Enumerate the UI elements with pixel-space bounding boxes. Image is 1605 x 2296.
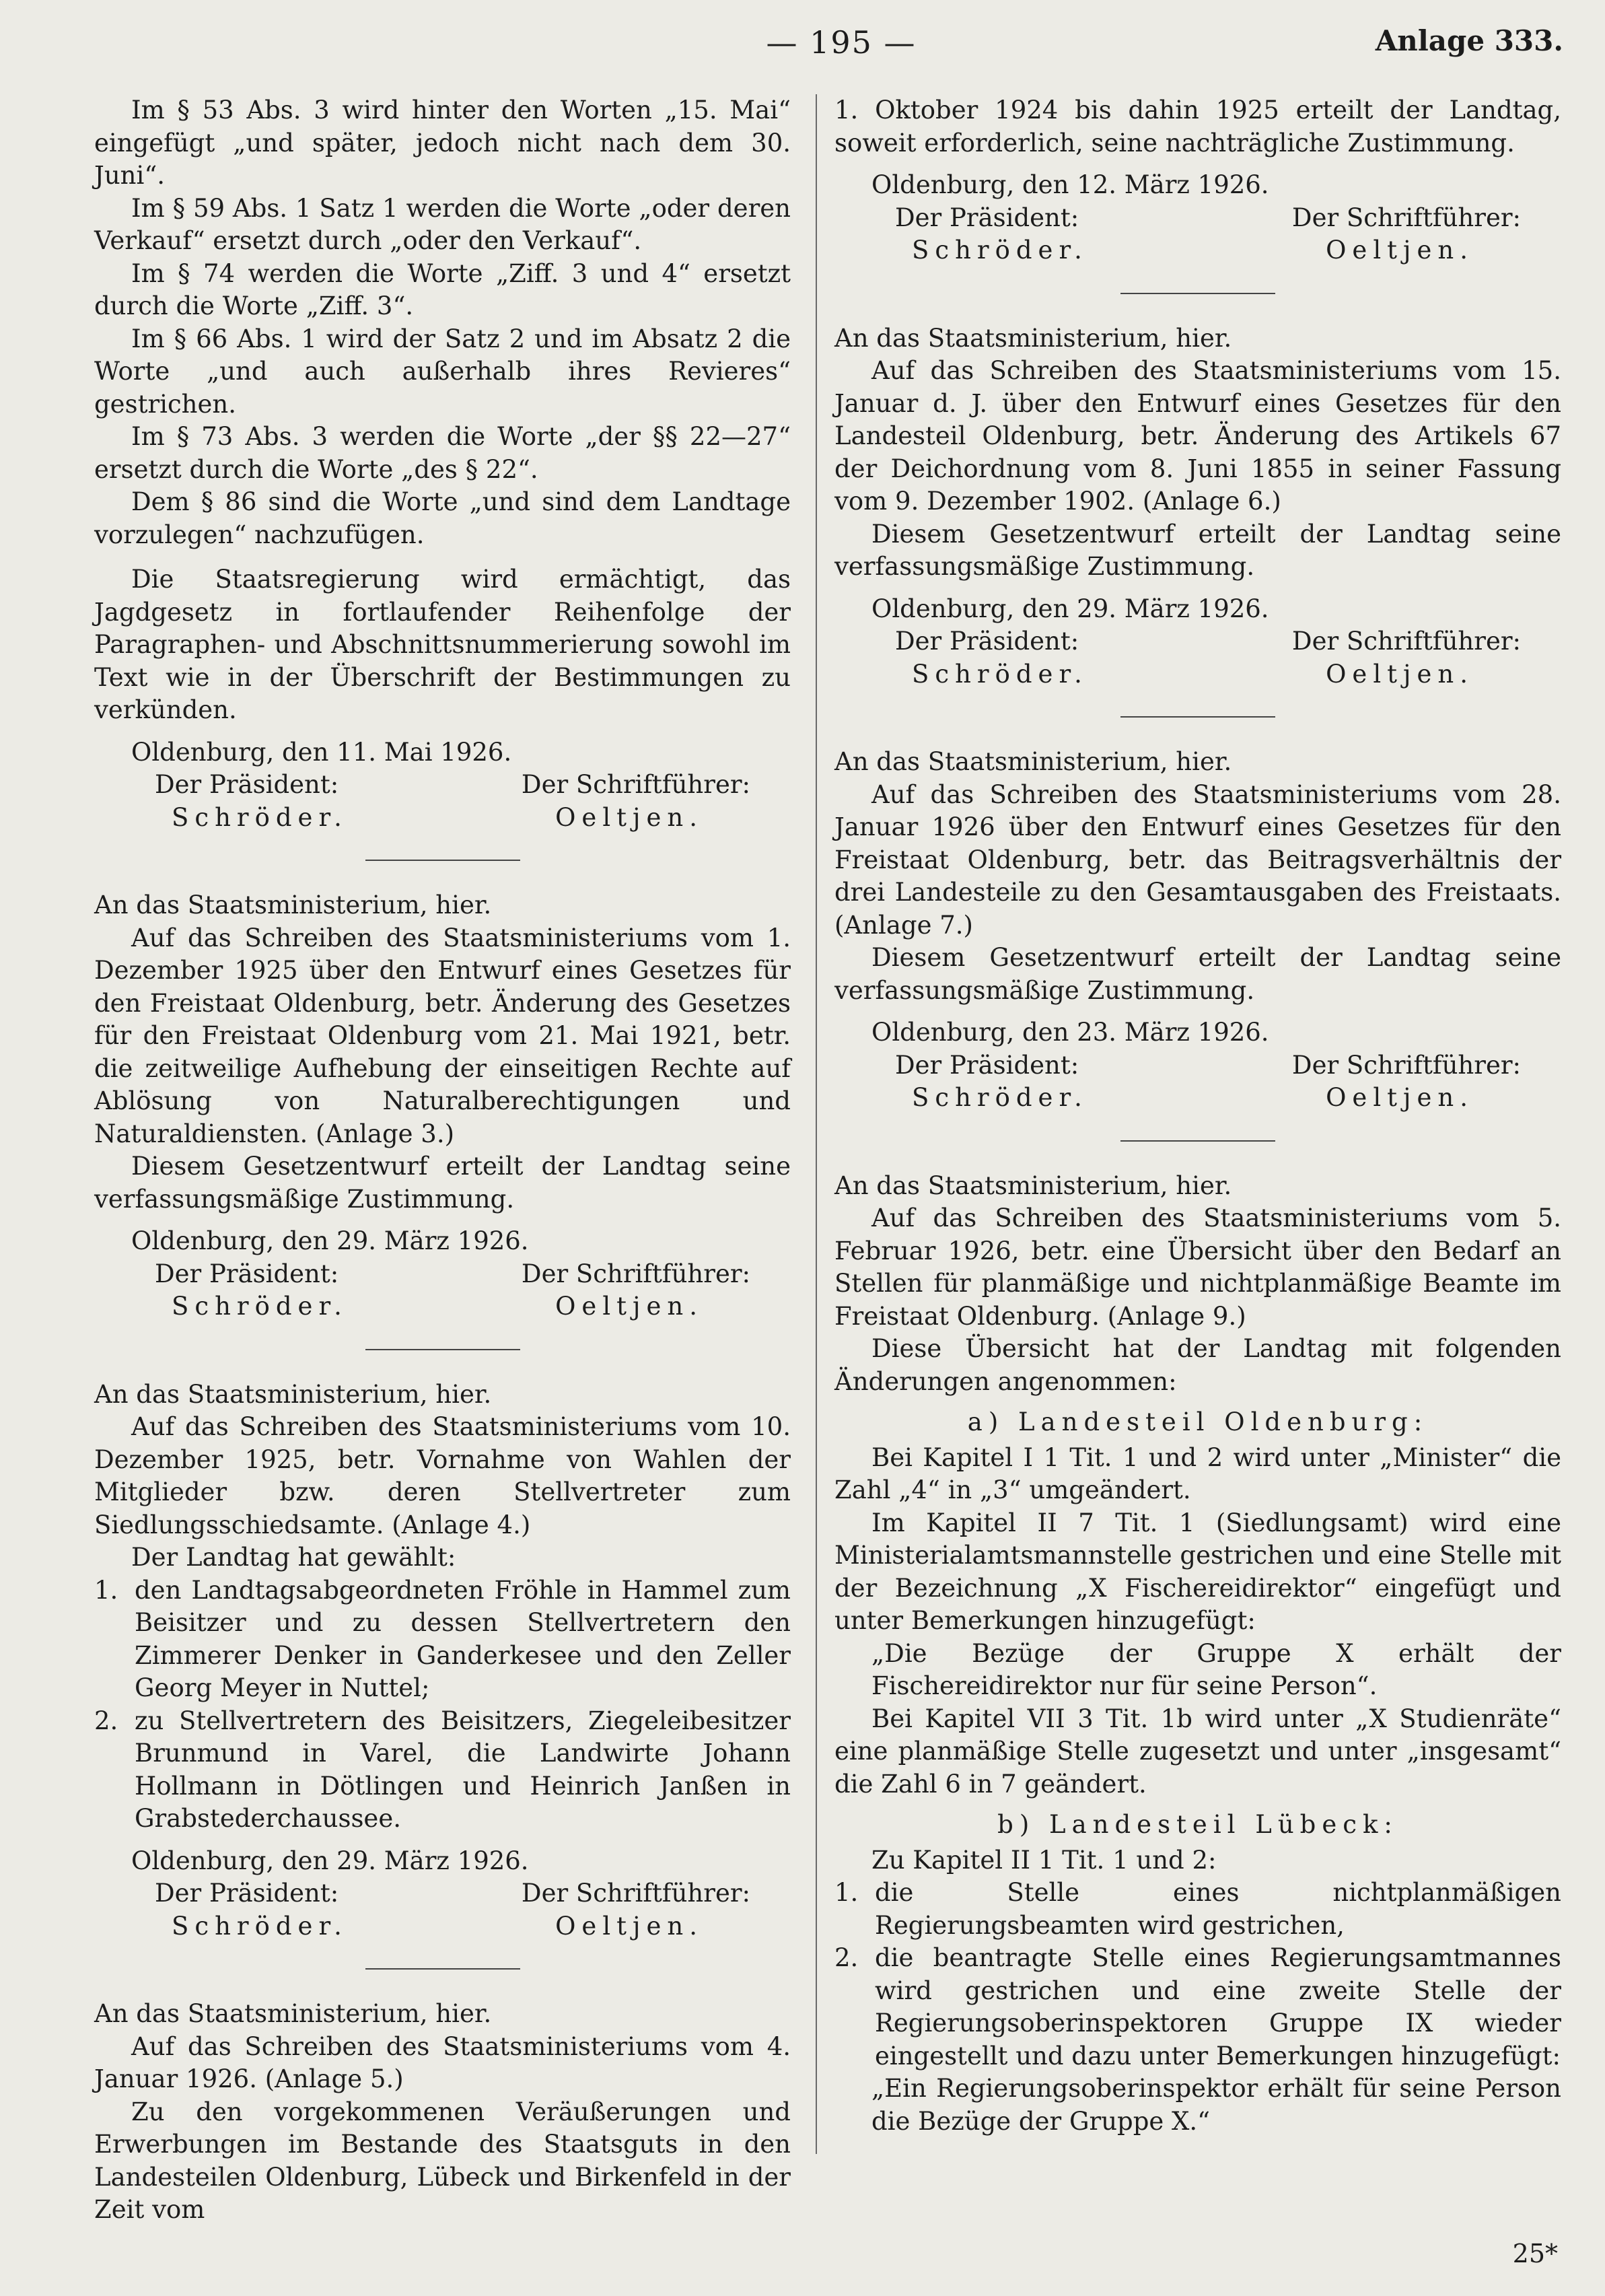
signature-names bbox=[834, 658, 1561, 691]
date-line: Oldenburg, den 11. Mai 1926. bbox=[131, 737, 512, 767]
addressee: An das Staatsministerium, hier. bbox=[94, 1379, 492, 1409]
list-text: den Landtagsabgeordneten Fröhle in Hammel zum Beisitzer und zu dessen Stellvertretern den Zimmerer Denker in Ganderkesee und den Zeller Georg Meyer in Nuttel; bbox=[135, 1575, 791, 1702]
list-item bbox=[834, 1942, 1561, 2073]
date-line: Oldenburg, den 23. März 1926. bbox=[871, 1018, 1269, 1047]
signature-labels bbox=[834, 625, 1561, 658]
quotation: „Die Bezüge der Gruppe X erhält der Fischereidirektor nur für seine Person“. bbox=[871, 1638, 1561, 1700]
paragraph: Diese Übersicht hat der Landtag mit folgenden Änderungen angenommen: bbox=[834, 1334, 1561, 1396]
president-name: Schröder. bbox=[172, 1292, 348, 1321]
president-name: Schröder. bbox=[912, 659, 1088, 689]
quotation: „Ein Regierungsoberinspektor erhält für seine Person die Bezüge der Gruppe X.“ bbox=[871, 2074, 1561, 2136]
signature-names bbox=[94, 1910, 791, 1943]
subsection-heading: a) Landesteil Oldenburg: bbox=[967, 1407, 1429, 1436]
list-item bbox=[94, 1574, 791, 1705]
president-name: Schröder. bbox=[172, 1911, 348, 1941]
page-number: — 195 — bbox=[766, 24, 917, 61]
section-rule bbox=[1120, 716, 1275, 718]
section-rule bbox=[365, 1349, 520, 1350]
secretary-label: Der Schriftführer: bbox=[1291, 627, 1521, 656]
president-label: Der Präsident: bbox=[895, 1050, 1079, 1080]
secretary-label: Der Schriftführer: bbox=[521, 1259, 750, 1288]
column-divider bbox=[816, 94, 817, 2154]
president-label: Der Präsident: bbox=[155, 1879, 339, 1908]
president-label: Der Präsident: bbox=[155, 770, 339, 799]
president-label: Der Präsident: bbox=[155, 1259, 339, 1288]
list-text: die Stelle eines nichtplanmäßigen Regierungsbeamten wird gestrichen, bbox=[875, 1878, 1561, 1940]
anlage-label: Anlage 333. bbox=[1375, 24, 1563, 57]
list-number: 2. bbox=[94, 1706, 118, 1735]
paragraph: Diesem Gesetzentwurf erteilt der Landtag seine verfassungsmäßige Zustimmung. bbox=[834, 519, 1561, 581]
date-line: Oldenburg, den 29. März 1926. bbox=[131, 1846, 529, 1875]
right-column bbox=[834, 94, 1561, 2138]
section-rule bbox=[1120, 293, 1275, 294]
addressee: An das Staatsministerium, hier. bbox=[94, 1999, 492, 2028]
signature-labels bbox=[94, 769, 791, 802]
paragraph: Im § 66 Abs. 1 wird der Satz 2 und im Absatz 2 die Worte „und auch außerhalb ihres Revieres“ gestrichen. bbox=[94, 324, 791, 419]
paragraph: Bei Kapitel I 1 Tit. 1 und 2 wird unter „Minister“ die Zahl „4“ in „3“ umgeändert. bbox=[834, 1442, 1561, 1504]
section-rule bbox=[1120, 1140, 1275, 1142]
signature-labels bbox=[834, 1049, 1561, 1082]
signature-names bbox=[834, 234, 1561, 267]
list-item bbox=[94, 1705, 791, 1836]
section-rule bbox=[365, 1968, 520, 1970]
secretary-name: Oeltjen. bbox=[1326, 236, 1474, 265]
paragraph: Im § 59 Abs. 1 Satz 1 werden die Worte „oder deren Verkauf“ ersetzt durch „oder den Verkauf“. bbox=[94, 193, 791, 255]
paragraph: Auf das Schreiben des Staatsministeriums vom 10. Dezember 1925, betr. Vornahme von Wahlen der Mitglieder bzw. deren Stellvertreter zum Siedlungsschiedsamte. (Anlage 4.) bbox=[94, 1412, 791, 1539]
list-item bbox=[834, 1877, 1561, 1942]
paragraph: Im § 74 werden die Worte „Ziff. 3 und 4“ ersetzt durch die Worte „Ziff. 3“. bbox=[94, 258, 791, 320]
date-line: Oldenburg, den 29. März 1926. bbox=[131, 1226, 529, 1255]
secretary-label: Der Schriftführer: bbox=[1291, 1050, 1521, 1080]
addressee: An das Staatsministerium, hier. bbox=[834, 323, 1232, 353]
list-text: die beantragte Stelle eines Regierungsamtmannes wird gestrichen und eine zweite Stelle der Regierungsoberinspektoren Gruppe IX wieder eingestellt und dazu unter Bemerkungen hinzugefügt: bbox=[875, 1943, 1561, 2071]
secretary-label: Der Schriftführer: bbox=[521, 770, 750, 799]
signature-names bbox=[834, 1082, 1561, 1115]
list-text: zu Stellvertretern des Beisitzers, Ziegeleibesitzer Brunmund in Varel, die Landwirte Johann Hollmann in Dötlingen und Heinrich Janßen in Grabstederchaussee. bbox=[135, 1706, 791, 1833]
president-label: Der Präsident: bbox=[895, 203, 1079, 232]
signature-labels bbox=[834, 202, 1561, 235]
subsection-heading: b) Landesteil Lübeck: bbox=[997, 1810, 1398, 1839]
signature-labels bbox=[94, 1258, 791, 1291]
secretary-label: Der Schriftführer: bbox=[1291, 203, 1521, 232]
signature-labels bbox=[94, 1877, 791, 1910]
paragraph: Der Landtag hat gewählt: bbox=[131, 1543, 456, 1572]
secretary-name: Oeltjen. bbox=[1326, 1083, 1474, 1112]
addressee: An das Staatsministerium, hier. bbox=[834, 1171, 1232, 1200]
secretary-name: Oeltjen. bbox=[555, 1911, 703, 1941]
paragraph: Diesem Gesetzentwurf erteilt der Landtag seine verfassungsmäßige Zustimmung. bbox=[94, 1152, 791, 1214]
signature-mark: 25* bbox=[1512, 2239, 1558, 2268]
paragraph: Im Kapitel II 7 Tit. 1 (Siedlungsamt) wird eine Ministerialamtsmannstelle gestrichen und eine Stelle mit der Bezeichnung „X Fischereidirektor“ eingefügt und unter Bemerkungen hinzugefügt: bbox=[834, 1508, 1561, 1635]
paragraph: 1. Oktober 1924 bis dahin 1925 erteilt der Landtag, soweit erforderlich, seine nachträgliche Zustimmung. bbox=[834, 96, 1561, 158]
date-line: Oldenburg, den 29. März 1926. bbox=[871, 594, 1269, 623]
date-line: Oldenburg, den 12. März 1926. bbox=[871, 170, 1269, 199]
signature-names bbox=[94, 802, 791, 835]
president-name: Schröder. bbox=[912, 236, 1088, 265]
list-number: 1. bbox=[94, 1575, 118, 1605]
paragraph: Auf das Schreiben des Staatsministeriums vom 1. Dezember 1925 über den Entwurf eines Gesetzes für den Freistaat Oldenburg, betr. Änderung des Gesetzes für den Freistaat Oldenburg vom 21. Mai 1921, betr. die zeitweilige Aufhebung der einseitigen Rechte auf Ablösung von Naturalberechtigungen und Naturaldiensten. (Anlage 3.) bbox=[94, 923, 791, 1148]
secretary-label: Der Schriftführer: bbox=[521, 1879, 750, 1908]
president-label: Der Präsident: bbox=[895, 627, 1079, 656]
paragraph: Im § 53 Abs. 3 wird hinter den Worten „15. Mai“ eingefügt „und später, jedoch nicht nach dem 30. Juni“. bbox=[94, 96, 791, 190]
paragraph: Dem § 86 sind die Worte „und sind dem Landtage vorzulegen“ nachzufügen. bbox=[94, 487, 791, 549]
paragraph: Auf das Schreiben des Staatsministeriums vom 28. Januar 1926 über den Entwurf eines Gesetzes für den Freistaat Oldenburg, betr. das Beitragsverhältnis der drei Landesteile zu den Gesamtausgaben des Freistaats. (Anlage 7.) bbox=[834, 779, 1561, 940]
paragraph: Diesem Gesetzentwurf erteilt der Landtag seine verfassungsmäßige Zustimmung. bbox=[834, 943, 1561, 1005]
addressee: An das Staatsministerium, hier. bbox=[834, 747, 1232, 776]
signature-names bbox=[94, 1290, 791, 1323]
president-name: Schröder. bbox=[912, 1083, 1088, 1112]
paragraph: Auf das Schreiben des Staatsministeriums vom 5. Februar 1926, betr. eine Übersicht über den Bedarf an Stellen für planmäßige und nichtplanmäßige Beamte im Freistaat Oldenburg. (Anlage 9.) bbox=[834, 1204, 1561, 1331]
president-name: Schröder. bbox=[172, 802, 348, 832]
paragraph: Auf das Schreiben des Staatsministeriums vom 15. Januar d. J. über den Entwurf eines Gesetzes für den Landesteil Oldenburg, betr. Änderung des Artikels 67 der Deichordnung vom 8. Juni 1855 in seiner Fassung vom 9. Dezember 1902. (Anlage 6.) bbox=[834, 356, 1561, 516]
addressee: An das Staatsministerium, hier. bbox=[94, 891, 492, 919]
list-number: 2. bbox=[834, 1943, 859, 1972]
secretary-name: Oeltjen. bbox=[1326, 659, 1474, 689]
secretary-name: Oeltjen. bbox=[555, 1292, 703, 1321]
list-number: 1. bbox=[834, 1878, 859, 1907]
paragraph: Zu den vorgekommenen Veräußerungen und Erwerbungen im Bestande des Staatsguts in den Landesteilen Oldenburg, Lübeck und Birkenfeld in der Zeit vom bbox=[94, 2097, 791, 2224]
paragraph: Im § 73 Abs. 3 werden die Worte „der §§ 22—27“ ersetzt durch die Worte „des § 22“. bbox=[94, 422, 791, 484]
paragraph: Auf das Schreiben des Staatsministeriums vom 4. Januar 1926. (Anlage 5.) bbox=[94, 2031, 791, 2093]
paragraph: Bei Kapitel VII 3 Tit. 1b wird unter „X Studienräte“ eine planmäßige Stelle zugesetzt und unter „insgesamt“ die Zahl 6 in 7 geändert. bbox=[834, 1704, 1561, 1799]
left-column bbox=[94, 94, 791, 2227]
paragraph: Die Staatsregierung wird ermächtigt, das Jagdgesetz in fortlaufender Reihenfolge der Paragraphen- und Abschnittsnummerierung sowohl im Text wie in der Überschrift der Bestimmungen zu verkünden. bbox=[94, 565, 791, 724]
secretary-name: Oeltjen. bbox=[555, 802, 703, 832]
paragraph: Zu Kapitel II 1 Tit. 1 und 2: bbox=[871, 1845, 1217, 1875]
section-rule bbox=[365, 860, 520, 861]
